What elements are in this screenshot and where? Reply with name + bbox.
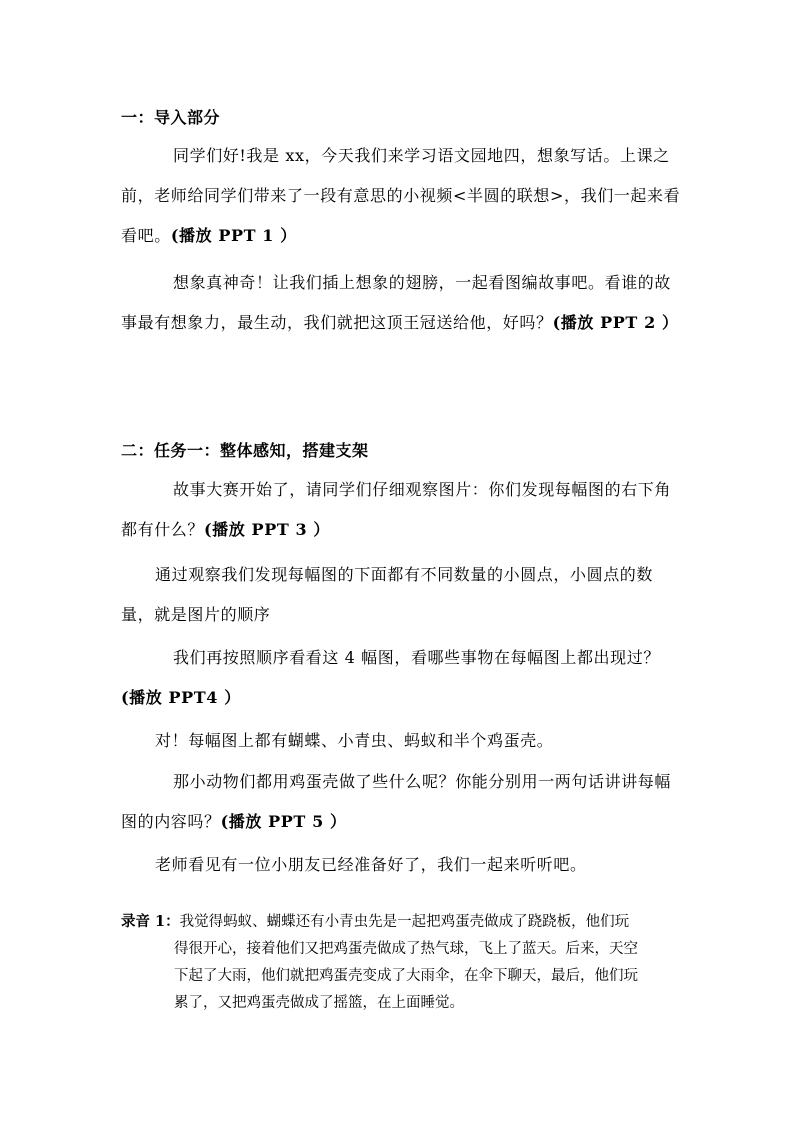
recording-label: 录音 1： — [121, 913, 180, 930]
paragraph-text: 通过观察我们发现每幅图的下面都有不同数量的小圆点，小圆点的数量，就是图片的顺序 — [121, 565, 654, 624]
recording-line-3: 下起了大雨，他们就把鸡蛋壳变成了大雨伞，在伞下聊天，最后，他们玩 — [174, 968, 638, 984]
recording-line-2: 得很开心，接着他们又把鸡蛋壳做成了热气球，飞上了蓝天。后来，天空 — [174, 941, 638, 957]
paragraph-text: 老师看见有一位小朋友已经准备好了，我们一起来听听吧。 — [155, 855, 587, 874]
section-2-paragraph-6 — [121, 845, 681, 885]
ppt-cue: (播放 PPT 1 ） — [170, 226, 297, 245]
section-1-paragraph-1 — [121, 136, 681, 256]
paragraph-text: 那小动物们都用鸡蛋壳做了些什么呢？你能分别用一两句话讲讲每幅图的内容吗？ — [121, 772, 672, 831]
paragraph-text: 想象真神奇！让我们插上想象的翅膀，一起看图编故事吧。看谁的故事最有想象力，最生动，我们就把这顶王冠送给他，好吗？ — [121, 273, 672, 332]
paragraph-text: 同学们好!我是 xx，今天我们来学习语文园地四，想象写话。上课之前，老师给同学们带来了一段有意思的小视频<半圆的联想>，我们一起来看看吧。 — [121, 146, 681, 245]
paragraph-text: 对！每幅图上都有蝴蝶、小青虫、蚂蚁和半个鸡蛋壳。 — [155, 731, 554, 750]
section-2-paragraph-2 — [121, 555, 681, 635]
paragraph-text: 我们再按照顺序看看这 4 幅图，看哪些事物在每幅图上都出现过？ — [173, 648, 660, 667]
section-1-paragraph-2 — [121, 263, 681, 343]
section-2-paragraph-4 — [121, 721, 681, 761]
section-1-heading: 一：导入部分 — [121, 108, 221, 127]
section-2-heading: 二：任务一：整体感知，搭建支架 — [121, 441, 369, 460]
ppt-cue: (播放 PPT 5 ） — [220, 812, 347, 831]
section-2-paragraph-5 — [121, 762, 681, 842]
section-2-paragraph-1 — [121, 470, 681, 550]
section-2-paragraph-3 — [121, 638, 681, 718]
recording-block — [121, 908, 701, 1017]
recording-line-4: 累了，又把鸡蛋壳做成了摇篮，在上面睡觉。 — [174, 995, 464, 1011]
ppt-cue: (播放 PPT 2 ） — [552, 313, 679, 332]
ppt-cue: (播放 PPT 3 ） — [204, 520, 330, 539]
ppt-cue: (播放 PPT4 ） — [121, 688, 241, 707]
paragraph-text: 故事大赛开始了，请同学们仔细观察图片：你们发现每幅图的右下角都有什么？ — [121, 480, 672, 539]
recording-line-1: 录音 1：我觉得蚂蚁、蝴蝶还有小青虫先是一起把鸡蛋壳做成了跷跷板，他们玩 — [121, 913, 630, 930]
